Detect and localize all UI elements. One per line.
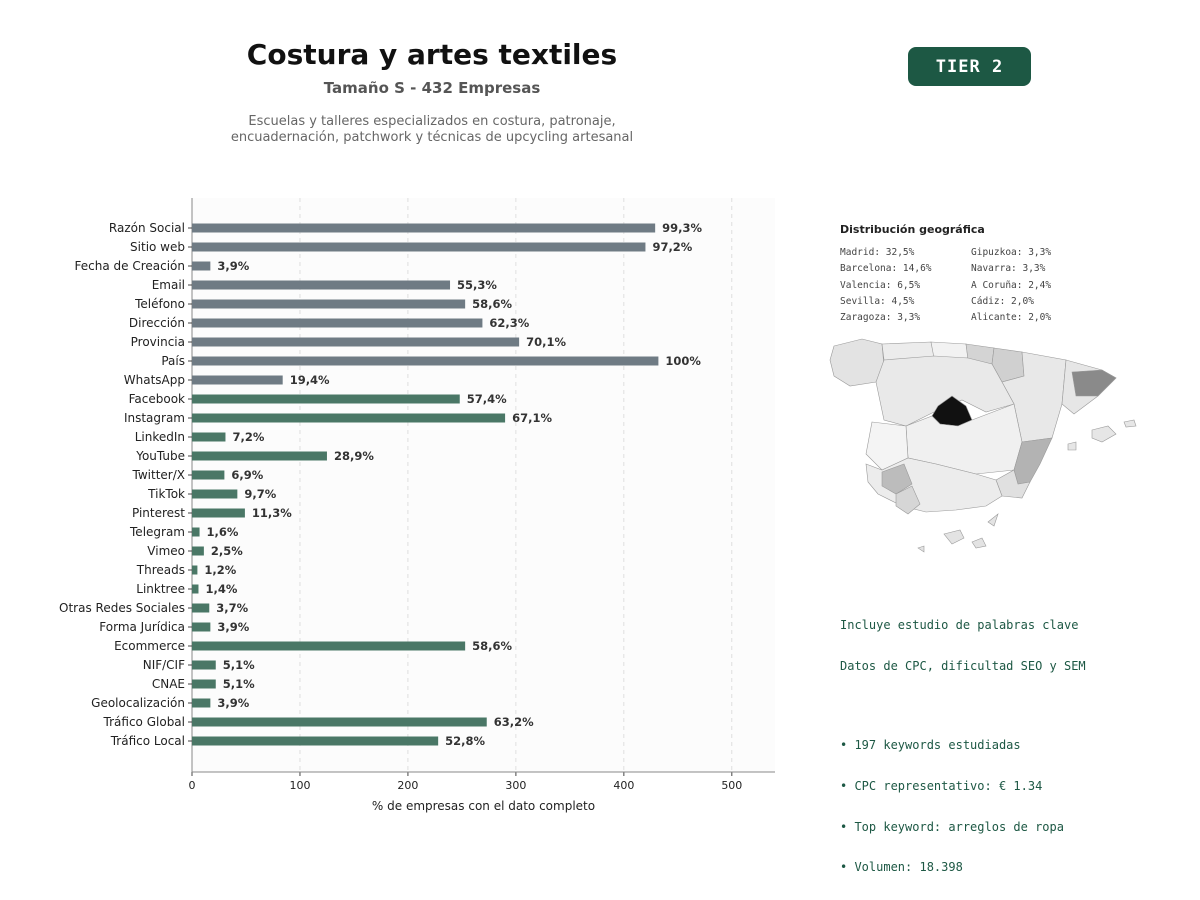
category-label: Facebook: [128, 392, 185, 406]
bar: [192, 262, 210, 271]
category-label: Tráfico Global: [103, 715, 185, 729]
category-label: Razón Social: [108, 221, 185, 235]
bar: [192, 642, 465, 651]
keywords-panel: [840, 592, 1086, 888]
geo-item: A Coruña: 2,4%: [971, 279, 1052, 291]
map-region-ibiza: [1068, 442, 1076, 450]
bar: [192, 338, 519, 347]
bar: [192, 699, 210, 708]
geo-item: Valencia: 6,5%: [840, 279, 921, 291]
x-tick-label: 0: [188, 779, 196, 792]
data-label: 5,1%: [222, 658, 255, 672]
category-label: Instagram: [123, 411, 185, 425]
keyword-bullet: • CPC representativo: € 1.34: [840, 778, 1043, 793]
bar: [192, 528, 200, 537]
geo-item: Zaragoza: 3,3%: [840, 312, 921, 324]
map-region-baleares: [1092, 426, 1116, 442]
category-label: Telegram: [130, 525, 185, 539]
data-label: 2,5%: [210, 544, 243, 558]
data-label: 5,1%: [222, 677, 255, 691]
category-label: Geolocalización: [91, 696, 185, 710]
data-label: 7,2%: [232, 430, 265, 444]
data-label: 58,6%: [472, 297, 513, 311]
data-label: 55,3%: [457, 278, 497, 292]
description-line-1: Escuelas y talleres especializados en costura, patronaje,: [248, 114, 616, 129]
bar: [192, 224, 655, 233]
geo-distribution-list: [840, 246, 1100, 325]
geo-item: Madrid: 32,5%: [840, 247, 915, 258]
geo-item: Alicante: 2,0%: [971, 312, 1052, 324]
category-label: Pinterest: [131, 506, 185, 520]
page-title: Costura y artes textiles: [246, 38, 618, 71]
bar: [192, 509, 245, 518]
geo-item: Gipuzkoa: 3,3%: [971, 247, 1052, 258]
bar: [192, 243, 645, 252]
tier-badge: TIER 2: [908, 47, 1031, 86]
category-label: WhatsApp: [123, 373, 185, 387]
category-label: Provincia: [130, 335, 185, 349]
bar: [192, 490, 237, 499]
data-label: 1,2%: [204, 563, 237, 577]
data-label: 57,4%: [466, 392, 507, 406]
map-region-menorca: [1124, 420, 1136, 427]
x-tick-label: 100: [289, 779, 311, 792]
description-line-2: encuadernación, patchwork y técnicas de upcycling artesanal: [230, 130, 634, 146]
bar: [192, 604, 209, 613]
category-label: NIF/CIF: [142, 658, 185, 672]
keyword-bullet: • Volumen: 18.398: [840, 860, 963, 875]
bar: [192, 376, 283, 385]
bar: [192, 357, 658, 366]
bar: [192, 737, 438, 746]
category-label: Tráfico Local: [110, 734, 185, 748]
category-label: Fecha de Creación: [74, 259, 185, 273]
bar: [192, 395, 460, 404]
category-label: LinkedIn: [134, 430, 185, 444]
category-label: Twitter/X: [132, 468, 185, 482]
data-label: 19,4%: [289, 373, 330, 387]
bar: [192, 661, 216, 670]
data-label: 9,7%: [244, 487, 277, 501]
page-subtitle: Tamaño S - 432 Empresas: [323, 79, 541, 97]
category-label: Email: [151, 278, 185, 292]
data-label: 3,7%: [216, 601, 249, 615]
bar: [192, 680, 216, 689]
bar: [192, 281, 450, 290]
category-label: YouTube: [136, 449, 185, 463]
data-label: 3,9%: [217, 259, 250, 273]
data-label: 63,2%: [493, 715, 534, 729]
keyword-bullet: • 197 keywords estudiadas: [840, 737, 1021, 752]
bar: [192, 452, 327, 461]
data-label: 3,9%: [217, 696, 250, 710]
map-region-galicia: [830, 339, 884, 386]
bar: [192, 585, 198, 594]
category-label: Teléfono: [135, 297, 185, 311]
geo-title: Distribución geográfica: [840, 223, 985, 236]
spain-map: [826, 334, 1141, 559]
category-label: Threads: [136, 563, 185, 577]
bar: [192, 718, 487, 727]
category-label: Otras Redes Sociales: [59, 601, 185, 615]
category-label: CNAE: [151, 677, 185, 691]
x-tick-label: 500: [721, 779, 743, 792]
geo-item: Sevilla: 4,5%: [840, 295, 915, 307]
bar: [192, 471, 224, 480]
data-label: 58,6%: [472, 639, 513, 653]
x-axis-label: % de empresas con el dato completo: [371, 799, 596, 813]
bar: [192, 414, 505, 423]
data-label: 1,4%: [205, 582, 238, 596]
keyword-bullet: • Top keyword: arreglos de ropa: [840, 819, 1064, 834]
map-region-canarias: [918, 514, 998, 552]
x-tick-label: 200: [397, 779, 419, 792]
bar: [192, 433, 225, 442]
data-label: 97,2%: [652, 240, 693, 254]
bar: [192, 319, 482, 328]
x-tick-label: 300: [505, 779, 527, 792]
data-label: 11,3%: [251, 506, 292, 520]
category-label: País: [161, 354, 185, 368]
data-label: 62,3%: [489, 316, 530, 330]
keywords-line-2: Datos de CPC, dificultad SEO y SEM: [840, 658, 1086, 673]
category-label: Ecommerce: [114, 639, 185, 653]
geo-item: Barcelona: 14,6%: [840, 263, 932, 275]
bar: [192, 547, 204, 556]
geo-item: Cádiz: 2,0%: [971, 295, 1034, 307]
data-label: 52,8%: [445, 734, 486, 748]
data-label: 3,9%: [217, 620, 250, 634]
data-label: 28,9%: [333, 449, 374, 463]
data-label: 1,6%: [206, 525, 239, 539]
data-label: 100%: [665, 354, 701, 368]
map-region-cantabria: [931, 342, 968, 358]
geo-item: Navarra: 3,3%: [971, 263, 1046, 275]
bar: [192, 623, 210, 632]
category-label: Linktree: [136, 582, 185, 596]
data-label: 99,3%: [662, 221, 703, 235]
data-label: 6,9%: [231, 468, 264, 482]
map-region-barcelona: [1072, 370, 1116, 396]
bar: [192, 566, 197, 575]
category-label: TikTok: [148, 487, 185, 501]
category-label: Vimeo: [147, 544, 185, 558]
category-label: Dirección: [128, 316, 185, 330]
data-label: 67,1%: [512, 411, 552, 425]
bar: [192, 300, 465, 309]
category-label: Sitio web: [130, 240, 185, 254]
keywords-line-1: Incluye estudio de palabras clave: [840, 618, 1079, 633]
category-label: Forma Jurídica: [99, 620, 185, 634]
x-tick-label: 400: [613, 779, 635, 792]
data-label: 70,1%: [526, 335, 567, 349]
